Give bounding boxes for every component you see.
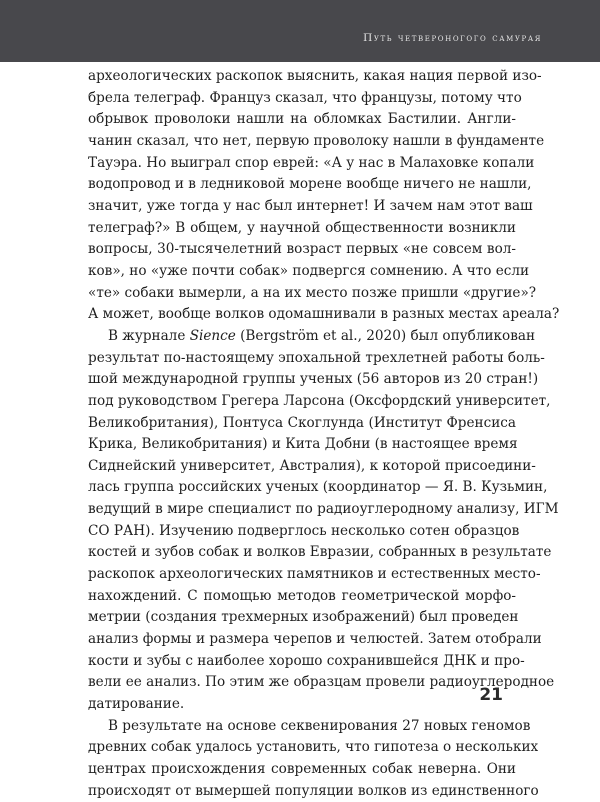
text-line: А может, вообще волков одомашнивали в разных местах ареала? (88, 306, 560, 323)
text-line: анализ формы и размера черепов и челюстей. Затем отобрали (88, 631, 542, 648)
text-line: нахождений. С помощью методов геометрической морфо- (88, 587, 516, 604)
text-line: обрывок проволоки нашли на обломках Бастилии. Англи- (88, 111, 516, 128)
text-line: датирование. (88, 696, 185, 713)
text-line: «те» собаки вымерли, а на их место позже пришли «другие»? (88, 284, 537, 301)
text-line: кости и зубы с наиболее хорошо сохранившейся ДНК и про- (88, 652, 525, 669)
text-line: Великобритания), Понтуса Скоглунда (Институт Френсиса (88, 414, 516, 431)
text-line: ков», но «уже почти собак» подвергся сомнению. А что если (88, 262, 530, 279)
text-line: Сиднейский университет, Австралия), к которой присоедини- (88, 457, 536, 474)
text-line: телеграф?» В общем, у научной общественности возникли (88, 219, 516, 236)
text-line: шой международной группы ученых (56 авторов из 20 стран!) (88, 371, 539, 388)
text-line: лась группа российских ученых (координатор — Я. В. Кузьмин, (88, 479, 548, 496)
text-line: вели ее анализ. По этим же образцам провели радиоуглеродное (88, 674, 555, 691)
text-line: костей и зубов собак и волков Евразии, собранных в результате (88, 544, 552, 561)
body-text (88, 66, 560, 802)
paragraph-first-line: В результате на основе секвенирования 27 новых геномов (108, 717, 531, 734)
text-line: СО РАН). Изучению подверглось несколько сотен образцов (88, 522, 520, 539)
text-line: ведущий в мире специалист по радиоуглеродному анализу, ИГМ (88, 501, 559, 518)
text-line: результат по-настоящему эпохальной трехлетней работы боль- (88, 349, 545, 366)
text-line: центрах происхождения современных собак неверна. Они (88, 761, 516, 777)
text-line: водопровод и в ледниковой морене вообще ничего не нашли, (88, 176, 532, 193)
text-line: значит, уже тогда у нас был интернет! И зачем нам этот ваш (88, 197, 533, 214)
text-line: метрии (создания трехмерных изображений) был проведен (88, 609, 519, 626)
text-line: Крика, Великобритания) и Кита Добни (в настоящее время (88, 436, 518, 453)
text-line: раскопок археологических памятников и естественных место- (88, 566, 541, 583)
text-line: под руководством Грегера Ларсона (Оксфордский университет, (88, 392, 551, 409)
text-line: брела телеграф. Француз сказал, что французы, потому что (88, 89, 522, 106)
text-line: археологических раскопок выяснить, какая нация первой изо- (88, 68, 542, 84)
text-line: Тауэра. Но выиграл спор еврей: «А у нас в Малаховке копали (88, 154, 535, 171)
running-head: Путь четвероногого самурая (363, 32, 542, 44)
header-bar (0, 0, 600, 62)
paragraph-first-line: В журнале Sience (Bergström et al., 2020) был опубликован (108, 327, 536, 344)
text-line: чанин сказал, что нет, первую проволоку нашли в фундаменте (88, 132, 545, 149)
text-line: древних собак удалось установить, что гипотеза о нескольких (88, 739, 539, 756)
text-line: происходят от вымершей популяции волков из единственного (88, 782, 539, 799)
page-number: 21 (479, 685, 503, 705)
text-line: вопросы, 30-тысячелетний возраст первых «не совсем вол- (88, 241, 516, 258)
